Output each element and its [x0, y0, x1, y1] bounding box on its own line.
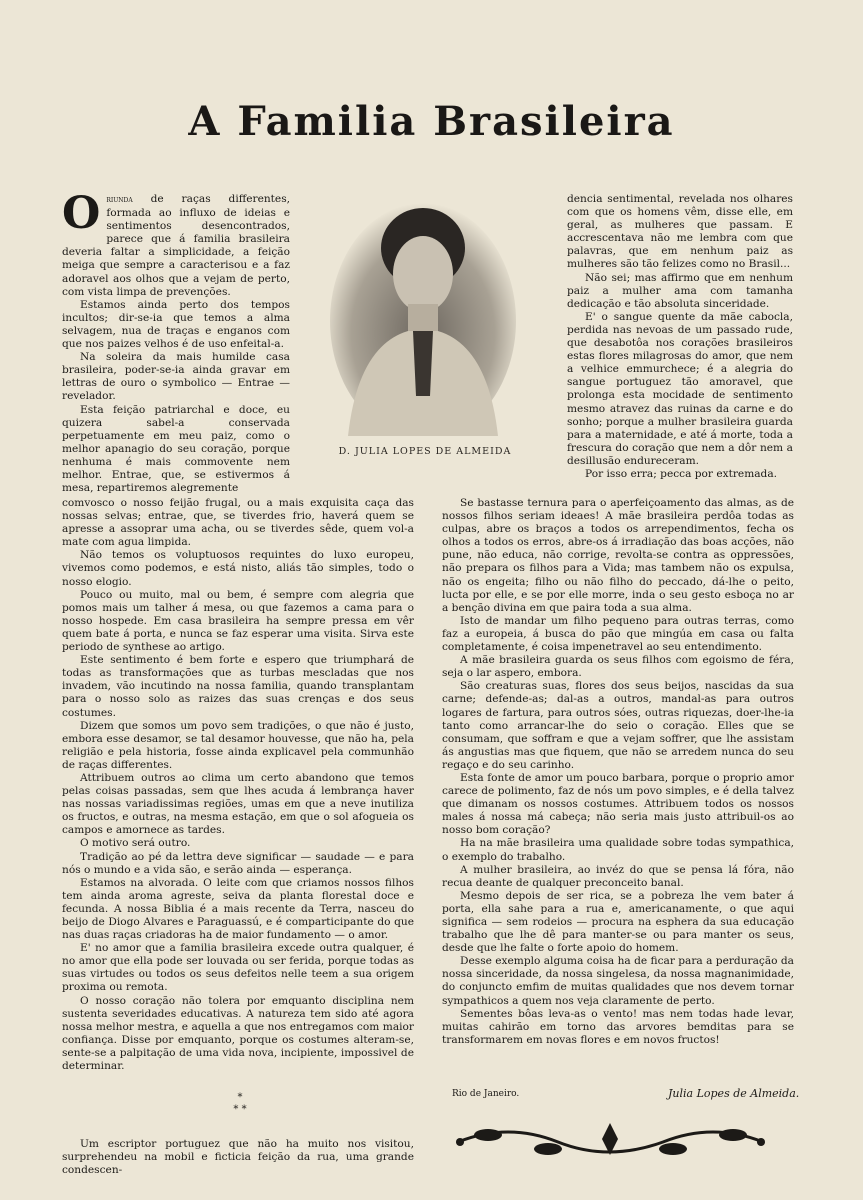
paragraph: Não sei; mas affirmo que em nenhum paiz a mulher ama com tamanha dedicação e tão absoluta sinceridade.: [567, 271, 793, 310]
paragraph: dencia sentimental, revelada nos olhares com que os homens vêm, disse elle, em geral, as mulheres que passam. E accrescentava não me lembra com que palavras, que em nenhum paiz as mulheres são tão felizes como no Brasil...: [567, 193, 793, 271]
paragraph: Esta feição patriarchal e doce, eu quizera sabel-a conservada perpetuamente em meu paiz, como o melhor apanagio do seu coração, porque nenhuma é mais commovente nem melhor. Entrae, que, se estivermos á mesa, repartiremos alegremente: [62, 403, 290, 495]
column-right-top: [567, 193, 793, 481]
column-bottom: [62, 1138, 414, 1177]
paragraph: Não temos os voluptuosos requintes do luxo europeu, vivemos como podemos, e está nisto, aliás tão simples, todo o nosso elogio.: [62, 549, 414, 588]
paragraph: Ha na mãe brasileira uma qualidade sobre todas sympathica, o exemplo do trabalho.: [442, 837, 794, 863]
column-left: [62, 497, 414, 1073]
paragraph: E' o sangue quente da mãe cabocla, perdida nas nevoas de um passado rude, que desabotôa nos corações brasileiros estas flores milagrosas do amor, que nem a velhice emmurchece; é a alegria do sangue portuguez tão amoravel, que prolonga esta mocidade de sentimento mesmo atravez das ruinas da carne e do sonho; porque a mulher brasileira guarda para a maternidade, e até á morte, toda a frescura do coração que nem a dôr nem a desillusão endureceram.: [567, 310, 793, 467]
paragraph: Na soleira da mais humilde casa brasileira, poder-se-ia ainda gravar em lettras de ouro o symbolico — Entrae — revelador.: [62, 351, 290, 403]
paragraph: Pouco ou muito, mal ou bem, é sempre com alegria que pomos mais um talher á mesa, ou que fazemos a cama para o nosso hospede. Em casa brasileira ha sempre pressa em vêr quem bate á porta, e nunca se faz esperar uma visita. Sirva este periodo de synthese ao artigo.: [62, 588, 414, 654]
paragraph: Attribuem outros ao clima um certo abandono que temos pelas coisas passadas, sem que lhes acuda á lembrança haver nas nossas variadissimas regiões, umas em que a neve inutiliza os fructos, e outras, na mesma estação, em que o sol afogueia os campos e amornece as tardes.: [62, 771, 414, 837]
portrait-caption: D. JULIA LOPES DE ALMEIDA: [338, 446, 512, 457]
paragraph: Este sentimento é bem forte e espero que triumphará de todas as transformações que as turbas mescladas que nos invadem, vão incutindo na nossa familia, quando transplantam para o nosso solo as raizes das suas crenças e dos seus costumes.: [62, 654, 414, 719]
author-signature: Julia Lopes de Almeida.: [668, 1087, 800, 1100]
paragraph: Sementes bôas leva-as o vento! mas nem todas hade levar, muitas cahirão em torno das arvores bemditas para se transformarem em novas flores e em novos fructos!: [442, 1007, 794, 1046]
paragraph: Estamos na alvorada. O leite com que criamos nossos filhos tem ainda aroma agreste, seiva da planta florestal doce e fecunda. A nossa Biblia é a mais recente da Terra, nasceu do beijo de Diogo Alvares e Paraguassú, e é comparticipante do que nas duas raças criadoras ha de maior fundamento — o amor.: [62, 876, 414, 942]
intro-smallcaps: riunda: [106, 195, 133, 205]
place-line: Rio de Janeiro.: [452, 1089, 520, 1099]
paragraph: comvosco o nosso feijão frugal, ou a mais exquisita caça das nossas selvas; entrae, que, se tiverdes frio, haverá quem se apresse a assoprar uma acha, ou se tiverdes sêde, quem vol-a mate com agua limpida.: [62, 497, 414, 549]
paragraph: Um escriptor portuguez que não ha muito nos visitou, surprehendeu na mobil e ficticia feição da rua, uma grande condescen-: [62, 1138, 414, 1177]
paragraph: Mesmo depois de ser rica, se a pobreza lhe vem bater á porta, ella sahe para a rua e, americanamente, o que aqui significa — sem rodeios — procura na esphera da sua educação trabalho que lhe dê para manter-se ou para manter os seus, desde que lhe falte o forte apoio do homem.: [442, 889, 794, 955]
paragraph: Dizem que somos um povo sem tradições, o que não é justo, embora esse desamor, se tal desamor houvesse, que não ha, pela religião e pela historia, fosse ainda explicavel pela communhão de raças differentes.: [62, 719, 414, 771]
intro-paragraph: [62, 188, 290, 299]
column-left-top: [62, 188, 290, 495]
drop-cap: O: [62, 188, 101, 239]
star-mark: * *: [233, 1104, 247, 1115]
section-separator: [200, 1092, 280, 1116]
column-right: [442, 497, 794, 1047]
paragraph: O motivo será outro.: [80, 837, 191, 850]
paragraph: Esta fonte de amor um pouco barbara, porque o proprio amor carece de polimento, faz de nós um povo simples, e é della talvez que dimanam os nossos costumes. Attribuem todos os nossos males á nossa má cabeça; não seria mais justo attribuil-os ao nosso bom coração?: [442, 771, 794, 837]
paragraph: Desse exemplo alguma coisa ha de ficar para a perduração da nossa sinceridade, da nossa singelesa, da nossa magnanimidade, do conjuncto emfim de muitas qualidades que nos devem tornar sympathicos a quem nos veja claramente de perto.: [442, 955, 794, 1007]
portrait-image: [328, 196, 518, 436]
paragraph: A mulher brasileira, ao invéz do que se pensa lá fóra, não recua deante de qualquer preconceito banal.: [442, 863, 794, 889]
star-mark: *: [237, 1092, 243, 1103]
article-title: A Familia Brasileira: [188, 98, 675, 145]
paragraph: Estamos ainda perto dos tempos incultos; dir-se-ia que temos a alma selvagem, nua de traças e enganos com que nos paizes velhos é de uso enfeital-a.: [62, 298, 290, 351]
paragraph: E' no amor que a familia brasileira excede outra qualquer, é no amor que ella pode ser louvada ou ser ferida, porque todas as suas virtudes ou todos os seus defeitos nelle teem a sua origem proxima ou remota.: [62, 942, 414, 994]
paragraph: São creaturas suas, flores dos seus beijos, nascidas da sua carne; defende-as; dal-as a outros, mandal-as para outros logares de fartura, para outros sóes, outras riquezas, doer-lhe-ia tanto como arrancar-lhe do seio o coração. Elles que se consumam, que soffram e que a vejam soffrer, que lhe assistam ás angustias mas que fiquem, que não se arredem nunca do seu regaço e do seu carinho.: [442, 680, 794, 771]
intro-text: de raças differentes, formada ao influxo de ideias e sentimentos desencontrados, parece que á familia brasileira deveria faltar a simplicidade, a feição meiga que sempre a caracterisou e a faz adoravel aos olhos que a vejam de perto, com vista limpa de prevenções.: [62, 193, 290, 298]
paragraph: Isto de mandar um filho pequeno para outras terras, como faz a europeia, á busca do pão que mingúa em casa ou falta completamente, é coisa impenetravel ao seu entendimento.: [442, 614, 794, 654]
paragraph: A mãe brasileira guarda os seus filhos com egoismo de féra, seja o lar aspero, embora.: [442, 654, 794, 680]
floral-ornament: [448, 1117, 773, 1162]
paragraph: Se bastasse ternura para o aperfeiçoamento das almas, as de nossos filhos seriam ideaes! A mãe brasileira perdôa todas as culpas, abre os braços a todos os arrependimentos, fecha os olhos a todos os erros, abre-os á irradiação das boas acções, não pune, não educa, não corrige, revolta-se contra as oppressões, não prepara os filhos para a Vida; mas tambem não os expulsa, não os engeita; filho ou não filho do peccado, dá-lhe o peito, lucta por elle, e se por elle morre, inda o seu gesto esboça no ar a benção divina em que paira toda a sua alma.: [442, 497, 794, 614]
paragraph: Por isso erra; pecca por extremada.: [585, 467, 778, 480]
paragraph: O nosso coração não tolera por emquanto disciplina nem sustenta severidades educativas. A natureza tem sido até agora nossa melhor mestra, e aquella a que nos entregamos com maior confiança. Disse por emquanto, porque os costumes alteram-se, sente-se a palpitação de uma vida nova, incipiente, impossivel de determinar.: [62, 994, 414, 1073]
paragraph: Tradição ao pé da lettra deve significar — saudade — e para nós o mundo e a vida são, e serão ainda — esperança.: [62, 850, 414, 876]
